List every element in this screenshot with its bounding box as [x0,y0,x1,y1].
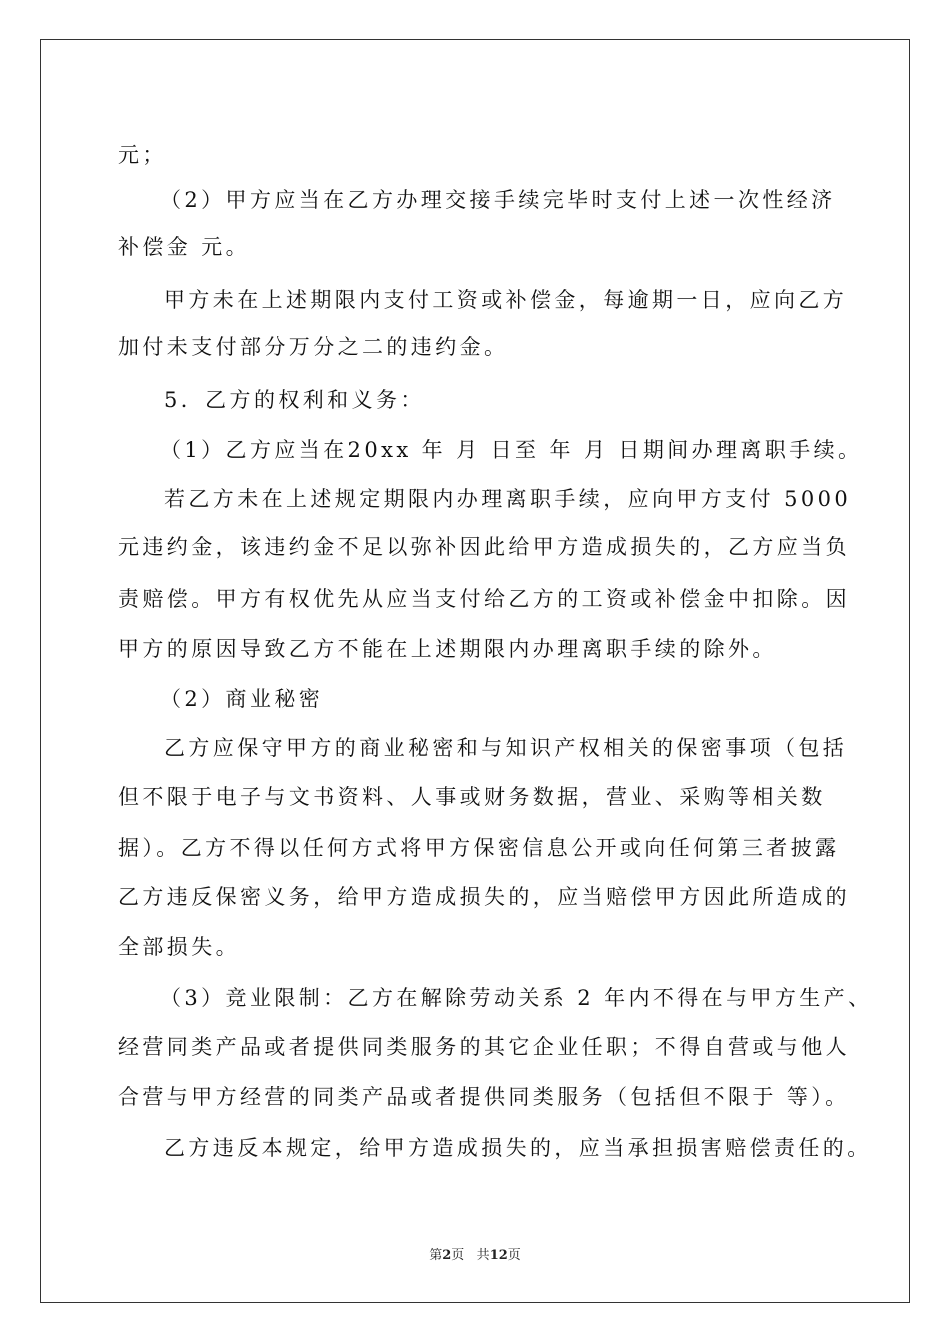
page-footer [0,1247,950,1265]
paragraph-line: 但不限于电子与文书资料、人事或财务数据，营业、采购等相关数 [118,785,826,809]
paragraph-line: 元违约金，该违约金不足以弥补因此给甲方造成损失的，乙方应当负 [118,535,850,559]
page-number: 2 [442,1248,452,1263]
total-pages: 12 [489,1248,508,1263]
paragraph-line: 责赔偿。甲方有权优先从应当支付给乙方的工资或补偿金中扣除。因 [118,587,850,611]
paragraph-line: 甲方未在上述期限内支付工资或补偿金，每逾期一日，应向乙方 [164,288,848,312]
paragraph-line: 甲方的原因导致乙方不能在上述期限内办理离职手续的除外。 [118,637,777,661]
page-border [40,39,910,1303]
paragraph-line: 全部损失。 [118,935,240,959]
paragraph-line: 经营同类产品或者提供同类服务的其它企业任职；不得自营或与他人 [118,1035,850,1059]
total-label-suffix: 页 [507,1248,521,1263]
paragraph-line: 据）。乙方不得以任何方式将甲方保密信息公开或向任何第三者披露 [118,836,840,860]
paragraph-line: 补偿金 元。 [118,235,251,259]
paragraph-line: 乙方违反本规定，给甲方造成损失的，应当承担损害赔偿责任的。 [164,1136,872,1160]
total-label-prefix: 共 [476,1248,490,1263]
page-label-prefix: 第 [429,1248,443,1263]
paragraph-line: （1）乙方应当在20xx 年 月 日至 年 月 日期间办理离职手续。 [160,438,863,462]
page-label-suffix: 页 [451,1248,465,1263]
paragraph-line: 乙方违反保密义务，给甲方造成损失的，应当赔偿甲方因此所造成的 [118,885,850,909]
paragraph-line: 加付未支付部分万分之二的违约金。 [118,335,509,359]
paragraph-line: （3）竞业限制：乙方在解除劳动关系 2 年内不得在与甲方生产、 [160,986,873,1010]
paragraph-line: 乙方应保守甲方的商业秘密和与知识产权相关的保密事项（包括 [164,736,848,760]
paragraph-line: 5．乙方的权利和义务： [164,388,425,412]
paragraph-line: 若乙方未在上述规定期限内办理离职手续，应向甲方支付 5000 [164,487,852,511]
paragraph-line: （2）商业秘密 [160,687,324,711]
paragraph-line: 元； [118,143,167,167]
paragraph-line: （2）甲方应当在乙方办理交接手续完毕时支付上述一次性经济 [160,188,836,212]
paragraph-line: 合营与甲方经营的同类产品或者提供同类服务（包括但不限于 等）。 [118,1085,850,1109]
